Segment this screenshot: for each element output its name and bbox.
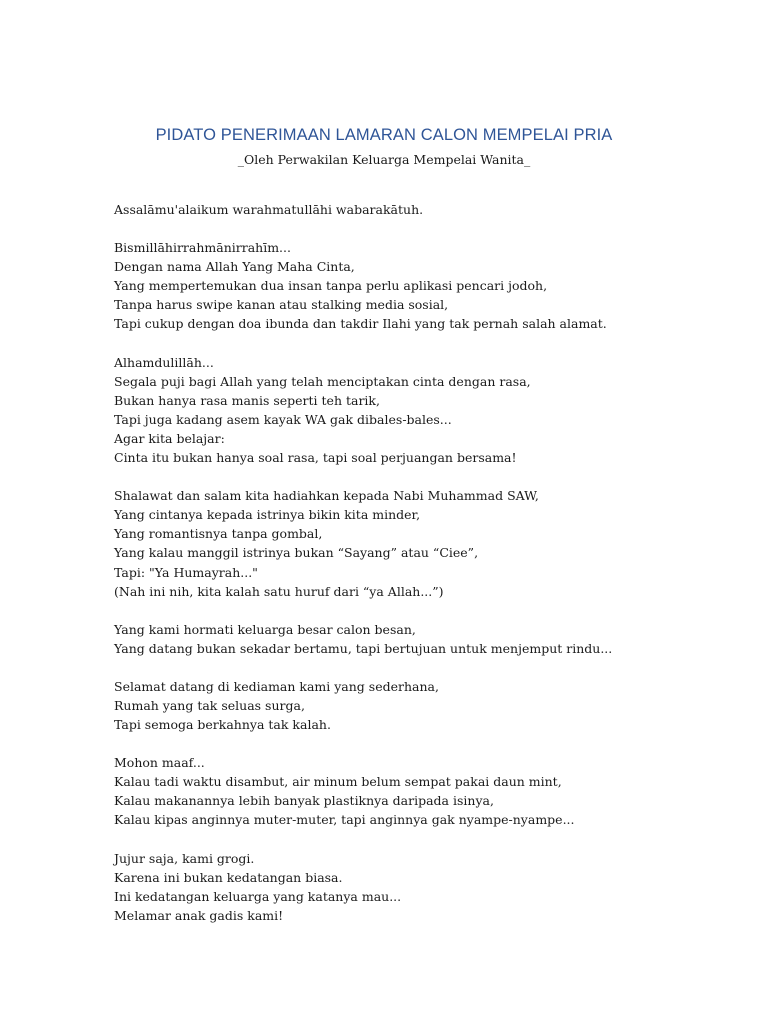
document-body — [114, 200, 734, 944]
text-line: Dengan nama Allah Yang Maha Cinta, — [114, 259, 355, 275]
text-line: Cinta itu bukan hanya soal rasa, tapi soal perjuangan bersama! — [114, 450, 517, 466]
text-line: Bukan hanya rasa manis seperti teh tarik, — [114, 392, 380, 408]
text-line: Yang kami hormati keluarga besar calon besan, — [114, 621, 416, 637]
text-line: Kalau makanannya lebih banyak plastiknya daripada isinya, — [114, 793, 494, 809]
text-line: Tapi semoga berkahnya tak kalah. — [114, 717, 331, 733]
text-line: Kalau kipas anginnya muter-muter, tapi anginnya gak nyampe-nyampe... — [114, 812, 575, 828]
text-line: Kalau tadi waktu disambut, air minum belum sempat pakai daun mint, — [114, 774, 562, 790]
text-line: Selamat datang di kediaman kami yang sederhana, — [114, 678, 439, 694]
text-line: Yang cintanya kepada istrinya bikin kita minder, — [114, 507, 421, 523]
document-title: PIDATO PENERIMAAN LAMARAN CALON MEMPELAI PRIA — [155, 126, 613, 144]
text-line: Yang romantisnya tanpa gombal, — [114, 526, 323, 542]
text-line: Yang kalau manggil istrinya bukan “Sayang” atau “Ciee”, — [114, 545, 479, 561]
text-line: Mohon maaf... — [114, 755, 205, 771]
text-line: Agar kita belajar: — [114, 430, 225, 446]
text-line: Karena ini bukan kedatangan biasa. — [114, 869, 343, 885]
text-line: Yang mempertemukan dua insan tanpa perlu aplikasi pencari jodoh, — [114, 278, 548, 294]
text-line: Assalāmu'alaikum warahmatullāhi wabarakātuh. — [114, 202, 424, 217]
text-line: Segala puji bagi Allah yang telah menciptakan cinta dengan rasa, — [114, 373, 531, 389]
text-line: Tanpa harus swipe kanan atau stalking media sosial, — [114, 297, 449, 313]
text-line: Tapi juga kadang asem kayak WA gak dibales-bales... — [114, 411, 452, 427]
paragraph — [114, 849, 734, 925]
text-line: Ini kedatangan keluarga yang katanya mau... — [114, 888, 402, 904]
paragraph — [114, 753, 734, 829]
paragraph — [114, 677, 734, 734]
paragraph — [114, 353, 734, 468]
paragraph — [114, 238, 734, 333]
text-line: Tapi: "Ya Humayrah..." — [114, 564, 258, 580]
paragraph — [114, 200, 734, 219]
paragraph — [114, 620, 734, 658]
text-line: Bismillāhirrahmānirrahīm... — [114, 240, 291, 256]
text-line: Jujur saja, kami grogi. — [114, 850, 255, 866]
document-subtitle: _Oleh Perwakilan Keluarga Mempelai Wanita_ — [237, 152, 531, 167]
text-line: Yang datang bukan sekadar bertamu, tapi bertujuan untuk menjemput rindu... — [114, 640, 613, 656]
paragraph — [114, 486, 734, 601]
text-line: Melamar anak gadis kami! — [114, 907, 284, 923]
text-line: Shalawat dan salam kita hadiahkan kepada Nabi Muhammad SAW, — [114, 488, 539, 504]
text-line: Tapi cukup dengan doa ibunda dan takdir Ilahi yang tak pernah salah alamat. — [114, 316, 607, 332]
text-line: (Nah ini nih, kita kalah satu huruf dari “ya Allah...”) — [114, 583, 444, 599]
text-line: Alhamdulillāh... — [114, 354, 214, 370]
text-line: Rumah yang tak seluas surga, — [114, 697, 305, 713]
